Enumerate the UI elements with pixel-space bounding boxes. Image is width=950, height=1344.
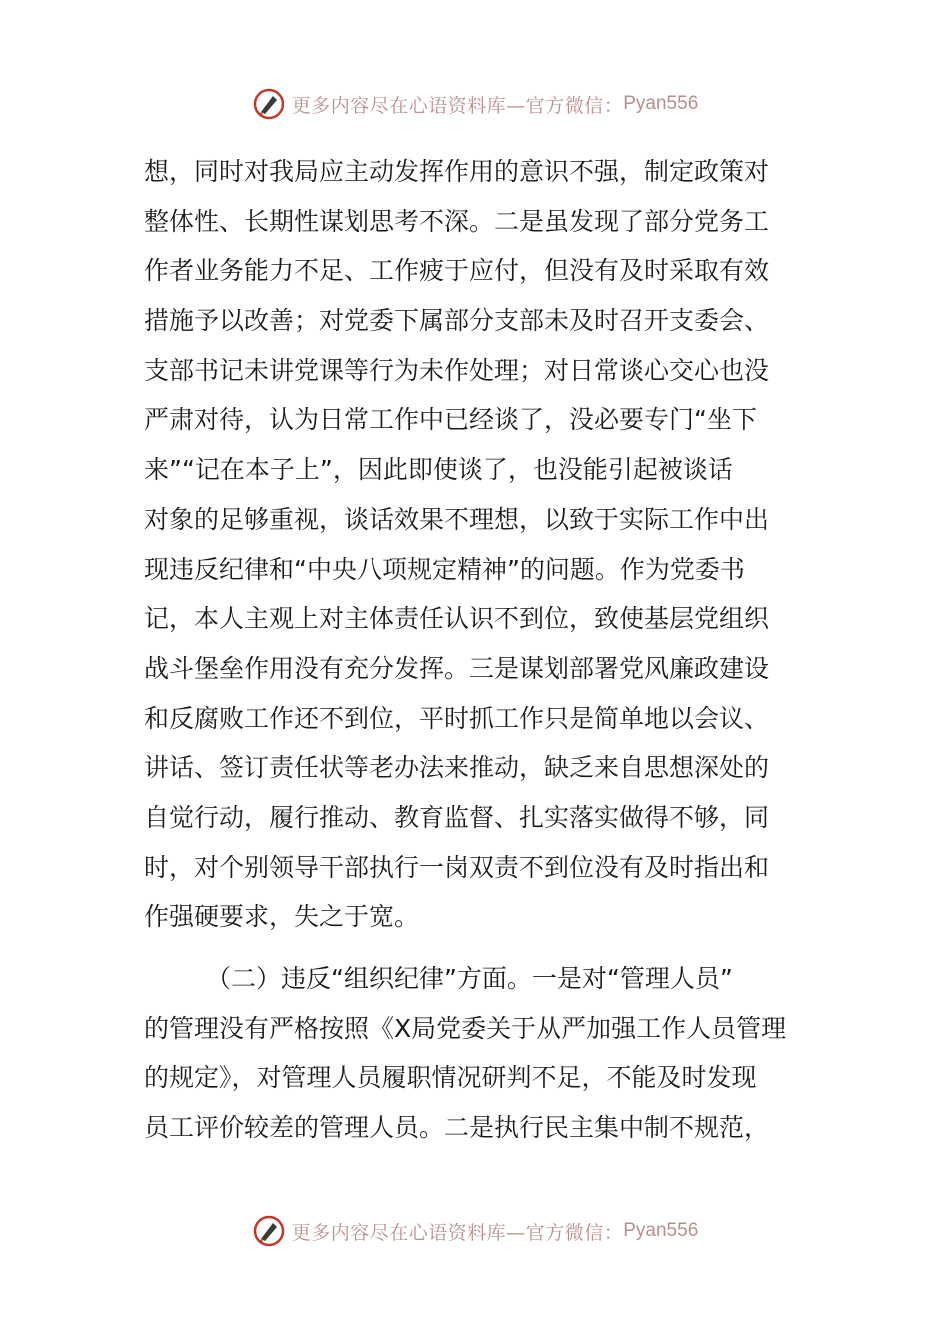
fountain-pen-logo-icon — [252, 87, 286, 121]
paragraph-2 — [144, 954, 808, 1153]
watermark-text: 更多内容尽在心语资料库—官方微信： — [291, 94, 624, 117]
text-line: 想，同时对我局应主动发挥作用的意识不强，制定政策对 — [144, 157, 770, 186]
text-line: 记，本人主观上对主体责任认识不到位，致使基层党组织 — [144, 604, 770, 634]
paragraph-gap — [144, 942, 808, 954]
text-line: 来”“记在本子上”，因此即使谈了，也没能引起被谈话 — [144, 455, 733, 485]
header-watermark — [0, 84, 950, 124]
text-line: 的规定》，对管理人员履职情况研判不足，不能及时发现 — [144, 1063, 757, 1093]
text-line: 自觉行动，履行推动、教育监督、扎实落实做得不够，同 — [144, 802, 770, 832]
text-line: 措施予以改善；对党委下属部分支部未及时召开支委会、 — [144, 306, 770, 336]
watermark-wechat-id: Pyan556 — [623, 93, 699, 114]
text-line: （二）违反“组织纪律”方面。一是对“管理人员” — [206, 964, 733, 993]
text-line: 讲话、签订责任状等老办法来推动，缺乏来自思想深处的 — [144, 753, 770, 783]
text-line: 整体性、长期性谋划思考不深。二是虽发现了部分党务工 — [144, 206, 770, 236]
text-line: 员工评价较差的管理人员。二是执行民主集中制不规范， — [144, 1113, 770, 1143]
text-line: 和反腐败工作还不到位，平时抓工作只是简单地以会议、 — [144, 703, 770, 733]
text-line: 的管理没有严格按照《X局党委关于从严加强工作人员管理 — [144, 1013, 787, 1043]
watermark-text: 更多内容尽在心语资料库—官方微信： — [291, 1221, 624, 1244]
text-line: 严肃对待，认为日常工作中已经谈了，没必要专门“坐下 — [144, 405, 757, 435]
text-line: 支部书记未讲党课等行为未作处理；对日常谈心交心也没 — [144, 355, 770, 385]
text-line: 对象的足够重视，谈话效果不理想，以致于实际工作中出 — [144, 504, 770, 534]
text-line: 战斗堡垒作用没有充分发挥。三是谋划部署党风廉政建设 — [144, 653, 770, 683]
text-line: 现违反纪律和“中央八项规定精神”的问题。作为党委书 — [144, 554, 745, 584]
text-line: 时，对个别领导干部执行一岗双责不到位没有及时指出和 — [144, 852, 770, 882]
text-line: 作者业务能力不足、工作疲于应付，但没有及时采取有效 — [144, 256, 770, 286]
paragraph-1 — [144, 147, 808, 942]
watermark-wechat-id: Pyan556 — [623, 1220, 699, 1241]
text-line: 作强硬要求，失之于宽。 — [144, 902, 420, 932]
fountain-pen-logo-icon — [252, 1214, 286, 1248]
footer-watermark — [0, 1211, 950, 1251]
document-body — [144, 147, 808, 1153]
